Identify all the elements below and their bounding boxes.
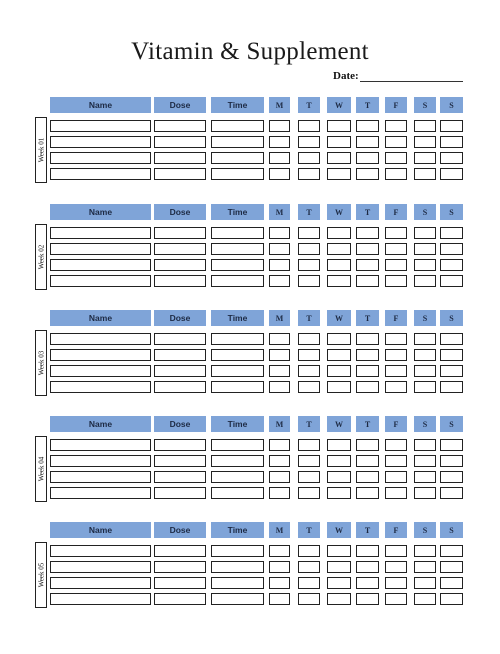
day-checkbox[interactable] [414,243,436,255]
day-checkbox[interactable] [298,333,320,345]
week-label [35,224,47,290]
day-checkbox[interactable] [356,333,379,345]
day-checkbox[interactable] [298,487,320,499]
day-checkbox[interactable] [327,365,351,377]
day-checkbox[interactable] [327,333,351,345]
day-checkbox[interactable] [414,593,436,605]
day-checkbox[interactable] [414,561,436,573]
day-checkbox[interactable] [385,120,407,132]
day-checkbox[interactable] [385,455,407,467]
entry-field[interactable] [154,168,206,180]
day-checkbox[interactable] [385,593,407,605]
column-header: S [414,204,436,220]
day-checkbox[interactable] [356,152,379,164]
entry-field[interactable] [154,152,206,164]
column-header: Name [50,522,151,538]
day-checkbox[interactable] [440,439,463,451]
column-header: Name [50,310,151,326]
day-checkbox[interactable] [327,152,351,164]
day-checkbox[interactable] [298,259,320,271]
day-checkbox[interactable] [269,259,290,271]
entry-field[interactable] [50,545,151,557]
day-checkbox[interactable] [269,152,290,164]
day-checkbox[interactable] [298,577,320,589]
day-checkbox[interactable] [269,471,290,483]
day-checkbox[interactable] [269,487,290,499]
day-checkbox[interactable] [440,227,463,239]
column-header: F [385,310,407,326]
day-checkbox[interactable] [356,545,379,557]
column-header: W [327,522,351,538]
day-checkbox[interactable] [269,243,290,255]
day-checkbox[interactable] [356,439,379,451]
day-checkbox[interactable] [385,259,407,271]
day-checkbox[interactable] [440,381,463,393]
day-checkbox[interactable] [414,439,436,451]
column-header: Dose [154,97,206,113]
day-checkbox[interactable] [327,455,351,467]
day-checkbox[interactable] [269,545,290,557]
column-header: S [440,97,463,113]
day-checkbox[interactable] [385,439,407,451]
day-checkbox[interactable] [327,577,351,589]
day-checkbox[interactable] [269,333,290,345]
day-checkbox[interactable] [327,259,351,271]
entry-field[interactable] [211,487,264,499]
day-checkbox[interactable] [440,275,463,287]
day-checkbox[interactable] [298,120,320,132]
day-checkbox[interactable] [356,243,379,255]
day-checkbox[interactable] [298,455,320,467]
entry-field[interactable] [154,545,206,557]
column-header: S [440,416,463,432]
day-checkbox[interactable] [440,333,463,345]
column-header: Time [211,204,264,220]
entry-field[interactable] [154,365,206,377]
entry-field[interactable] [50,243,151,255]
entry-field[interactable] [50,227,151,239]
day-checkbox[interactable] [414,227,436,239]
column-header: Time [211,310,264,326]
column-header: W [327,310,351,326]
day-checkbox[interactable] [327,349,351,361]
column-header: T [298,310,320,326]
entry-field[interactable] [154,487,206,499]
day-checkbox[interactable] [385,577,407,589]
day-checkbox[interactable] [440,593,463,605]
day-checkbox[interactable] [356,381,379,393]
day-checkbox[interactable] [269,439,290,451]
day-checkbox[interactable] [385,365,407,377]
entry-field[interactable] [154,349,206,361]
day-checkbox[interactable] [356,168,379,180]
day-checkbox[interactable] [298,152,320,164]
day-checkbox[interactable] [298,136,320,148]
date-label: Date: [333,70,359,82]
column-header: W [327,416,351,432]
column-header: F [385,204,407,220]
entry-field[interactable] [211,136,264,148]
day-checkbox[interactable] [356,120,379,132]
day-checkbox[interactable] [327,471,351,483]
column-header: F [385,522,407,538]
day-checkbox[interactable] [385,168,407,180]
day-checkbox[interactable] [356,259,379,271]
column-header: Time [211,97,264,113]
week-block [35,204,463,294]
entry-field[interactable] [50,471,151,483]
day-checkbox[interactable] [298,349,320,361]
day-checkbox[interactable] [298,381,320,393]
week-label [35,542,47,608]
column-header: Name [50,97,151,113]
day-checkbox[interactable] [414,333,436,345]
entry-field[interactable] [50,275,151,287]
day-checkbox[interactable] [269,577,290,589]
entry-field[interactable] [154,275,206,287]
week-label-text: Week 05 [37,562,46,588]
week-label-text: Week 02 [37,244,46,270]
day-checkbox[interactable] [414,259,436,271]
day-checkbox[interactable] [414,349,436,361]
day-checkbox[interactable] [414,120,436,132]
column-header: T [356,416,379,432]
day-checkbox[interactable] [327,561,351,573]
day-checkbox[interactable] [414,168,436,180]
day-checkbox[interactable] [385,333,407,345]
entry-field[interactable] [50,168,151,180]
day-checkbox[interactable] [298,439,320,451]
entry-field[interactable] [50,439,151,451]
week-label-text: Week 04 [37,456,46,482]
entry-field[interactable] [154,259,206,271]
day-checkbox[interactable] [356,349,379,361]
day-checkbox[interactable] [356,577,379,589]
day-checkbox[interactable] [327,168,351,180]
week-label [35,436,47,502]
day-checkbox[interactable] [269,120,290,132]
day-checkbox[interactable] [440,365,463,377]
day-checkbox[interactable] [327,439,351,451]
entry-field[interactable] [50,349,151,361]
week-block [35,310,463,400]
day-checkbox[interactable] [356,365,379,377]
day-checkbox[interactable] [298,365,320,377]
column-header: S [440,522,463,538]
page-title: Vitamin & Supplement [131,38,369,65]
column-header: W [327,204,351,220]
column-header: T [298,204,320,220]
day-checkbox[interactable] [269,593,290,605]
entry-field[interactable] [211,349,264,361]
day-checkbox[interactable] [356,455,379,467]
day-checkbox[interactable] [356,487,379,499]
day-checkbox[interactable] [414,471,436,483]
week-label [35,330,47,396]
entry-field[interactable] [50,593,151,605]
day-checkbox[interactable] [440,259,463,271]
column-header: T [298,522,320,538]
entry-field[interactable] [50,455,151,467]
entry-field[interactable] [154,471,206,483]
column-header: S [440,204,463,220]
day-checkbox[interactable] [327,120,351,132]
day-checkbox[interactable] [327,381,351,393]
entry-field[interactable] [211,561,264,573]
day-checkbox[interactable] [440,577,463,589]
day-checkbox[interactable] [269,365,290,377]
column-header: Dose [154,416,206,432]
column-header: T [298,97,320,113]
column-header: Time [211,522,264,538]
day-checkbox[interactable] [385,487,407,499]
day-checkbox[interactable] [269,168,290,180]
date-field[interactable] [333,68,463,82]
entry-field[interactable] [211,120,264,132]
entry-field[interactable] [211,227,264,239]
column-header: Dose [154,310,206,326]
day-checkbox[interactable] [356,561,379,573]
column-header: S [414,522,436,538]
column-header: M [269,522,290,538]
day-checkbox[interactable] [440,545,463,557]
column-header: Name [50,204,151,220]
column-header: T [298,416,320,432]
column-header: S [414,97,436,113]
day-checkbox[interactable] [385,152,407,164]
day-checkbox[interactable] [269,275,290,287]
column-header: S [440,310,463,326]
day-checkbox[interactable] [385,561,407,573]
entry-field[interactable] [50,365,151,377]
day-checkbox[interactable] [414,365,436,377]
day-checkbox[interactable] [385,136,407,148]
week-label-text: Week 03 [37,350,46,376]
date-line[interactable] [360,71,463,82]
entry-field[interactable] [154,577,206,589]
column-header: S [414,416,436,432]
day-checkbox[interactable] [269,227,290,239]
day-checkbox[interactable] [440,349,463,361]
entry-field[interactable] [211,243,264,255]
entry-field[interactable] [154,227,206,239]
day-checkbox[interactable] [414,487,436,499]
column-header: S [414,310,436,326]
entry-field[interactable] [154,561,206,573]
entry-field[interactable] [211,471,264,483]
entry-field[interactable] [50,487,151,499]
day-checkbox[interactable] [298,471,320,483]
day-checkbox[interactable] [356,275,379,287]
entry-field[interactable] [154,439,206,451]
column-header: T [356,310,379,326]
entry-field[interactable] [211,168,264,180]
day-checkbox[interactable] [298,243,320,255]
day-checkbox[interactable] [356,471,379,483]
entry-field[interactable] [154,333,206,345]
column-header: M [269,97,290,113]
day-checkbox[interactable] [414,136,436,148]
column-header: Dose [154,204,206,220]
column-header: T [356,204,379,220]
entry-field[interactable] [50,561,151,573]
week-block [35,522,463,612]
column-header: Dose [154,522,206,538]
day-checkbox[interactable] [414,545,436,557]
entry-field[interactable] [211,455,264,467]
entry-field[interactable] [50,120,151,132]
day-checkbox[interactable] [440,471,463,483]
entry-field[interactable] [50,259,151,271]
entry-field[interactable] [211,259,264,271]
day-checkbox[interactable] [327,227,351,239]
day-checkbox[interactable] [327,545,351,557]
column-header: T [356,522,379,538]
entry-field[interactable] [211,275,264,287]
day-checkbox[interactable] [298,168,320,180]
entry-field[interactable] [50,381,151,393]
day-checkbox[interactable] [298,227,320,239]
column-header: F [385,416,407,432]
week-block [35,416,463,506]
day-checkbox[interactable] [269,381,290,393]
column-header: Time [211,416,264,432]
day-checkbox[interactable] [385,349,407,361]
day-checkbox[interactable] [414,577,436,589]
day-checkbox[interactable] [298,545,320,557]
entry-field[interactable] [50,152,151,164]
day-checkbox[interactable] [327,275,351,287]
day-checkbox[interactable] [414,275,436,287]
day-checkbox[interactable] [440,561,463,573]
day-checkbox[interactable] [356,227,379,239]
day-checkbox[interactable] [385,471,407,483]
column-header: Name [50,416,151,432]
column-header: T [356,97,379,113]
day-checkbox[interactable] [356,136,379,148]
day-checkbox[interactable] [440,120,463,132]
day-checkbox[interactable] [298,561,320,573]
week-label-text: Week 01 [37,137,46,163]
day-checkbox[interactable] [440,136,463,148]
entry-field[interactable] [154,455,206,467]
column-header: F [385,97,407,113]
day-checkbox[interactable] [440,487,463,499]
week-label [35,117,47,183]
entry-field[interactable] [211,593,264,605]
entry-field[interactable] [154,381,206,393]
column-header: M [269,310,290,326]
entry-field[interactable] [154,243,206,255]
entry-field[interactable] [211,333,264,345]
day-checkbox[interactable] [385,227,407,239]
entry-field[interactable] [154,593,206,605]
day-checkbox[interactable] [327,136,351,148]
day-checkbox[interactable] [269,136,290,148]
day-checkbox[interactable] [385,545,407,557]
week-block [35,97,463,187]
column-header: W [327,97,351,113]
day-checkbox[interactable] [414,381,436,393]
entry-field[interactable] [211,577,264,589]
entry-field[interactable] [154,120,206,132]
day-checkbox[interactable] [269,455,290,467]
entry-field[interactable] [211,365,264,377]
day-checkbox[interactable] [414,152,436,164]
day-checkbox[interactable] [298,593,320,605]
day-checkbox[interactable] [298,275,320,287]
day-checkbox[interactable] [440,455,463,467]
column-header: M [269,416,290,432]
entry-field[interactable] [50,333,151,345]
column-header: M [269,204,290,220]
entry-field[interactable] [50,136,151,148]
entry-field[interactable] [50,577,151,589]
entry-field[interactable] [211,439,264,451]
day-checkbox[interactable] [385,381,407,393]
entry-field[interactable] [211,381,264,393]
day-checkbox[interactable] [327,243,351,255]
day-checkbox[interactable] [385,275,407,287]
entry-field[interactable] [211,545,264,557]
entry-field[interactable] [211,152,264,164]
day-checkbox[interactable] [356,593,379,605]
day-checkbox[interactable] [414,455,436,467]
day-checkbox[interactable] [269,561,290,573]
day-checkbox[interactable] [327,593,351,605]
day-checkbox[interactable] [440,243,463,255]
day-checkbox[interactable] [440,168,463,180]
day-checkbox[interactable] [327,487,351,499]
day-checkbox[interactable] [440,152,463,164]
day-checkbox[interactable] [269,349,290,361]
day-checkbox[interactable] [385,243,407,255]
entry-field[interactable] [154,136,206,148]
